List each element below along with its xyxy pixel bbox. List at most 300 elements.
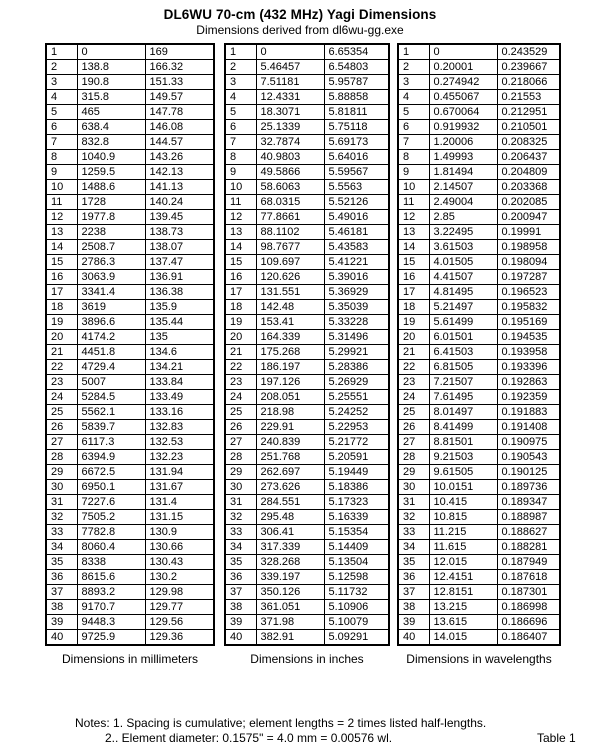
element-number-cell: 32 (398, 510, 429, 525)
inches-caption: Dimensions in inches (250, 652, 364, 666)
spacing-cell: 3.22495 (429, 225, 497, 240)
table-row (398, 195, 560, 210)
table-row (398, 570, 560, 585)
spacing-cell: 5.61499 (429, 315, 497, 330)
spacing-cell: 11.215 (429, 525, 497, 540)
spacing-cell: 2238 (77, 225, 145, 240)
millimeters-table-section (45, 43, 215, 666)
spacing-cell: 0.20001 (429, 60, 497, 75)
element-number-cell: 17 (46, 285, 77, 300)
element-number-cell: 15 (46, 255, 77, 270)
element-number-cell: 7 (398, 135, 429, 150)
element-number-cell: 10 (46, 180, 77, 195)
spacing-cell: 6950.1 (77, 480, 145, 495)
spacing-cell: 4174.2 (77, 330, 145, 345)
table-row (46, 390, 214, 405)
spacing-cell: 9725.9 (77, 630, 145, 646)
element-number-cell: 2 (46, 60, 77, 75)
half-length-cell: 144.57 (145, 135, 214, 150)
element-number-cell: 18 (46, 300, 77, 315)
spacing-cell: 240.839 (256, 435, 324, 450)
wavelengths-caption: Dimensions in wavelengths (406, 652, 552, 666)
element-number-cell: 27 (398, 435, 429, 450)
half-length-cell: 0.198958 (497, 240, 560, 255)
spacing-cell: 3619 (77, 300, 145, 315)
element-number-cell: 13 (225, 225, 256, 240)
half-length-cell: 5.10079 (324, 615, 389, 630)
element-number-cell: 28 (46, 450, 77, 465)
spacing-cell: 8.01497 (429, 405, 497, 420)
element-number-cell: 7 (46, 135, 77, 150)
element-number-cell: 27 (225, 435, 256, 450)
half-length-cell: 5.95787 (324, 75, 389, 90)
half-length-cell: 138.07 (145, 240, 214, 255)
table-row (46, 300, 214, 315)
element-number-cell: 8 (398, 150, 429, 165)
element-number-cell: 40 (46, 630, 77, 646)
table-row (398, 105, 560, 120)
half-length-cell: 131.4 (145, 495, 214, 510)
table-row (46, 450, 214, 465)
table-row (46, 270, 214, 285)
element-number-cell: 5 (225, 105, 256, 120)
spacing-cell: 197.126 (256, 375, 324, 390)
table-row (46, 135, 214, 150)
element-number-cell: 21 (225, 345, 256, 360)
table-row (398, 450, 560, 465)
element-number-cell: 7 (225, 135, 256, 150)
half-length-cell: 0.200947 (497, 210, 560, 225)
spacing-cell: 7.21507 (429, 375, 497, 390)
element-number-cell: 39 (398, 615, 429, 630)
element-number-cell: 38 (46, 600, 77, 615)
half-length-cell: 146.08 (145, 120, 214, 135)
table-row (225, 615, 389, 630)
half-length-cell: 0.192863 (497, 375, 560, 390)
element-number-cell: 12 (46, 210, 77, 225)
table-row (398, 150, 560, 165)
element-number-cell: 4 (398, 90, 429, 105)
half-length-cell: 143.26 (145, 150, 214, 165)
element-number-cell: 15 (398, 255, 429, 270)
table-row (46, 600, 214, 615)
element-number-cell: 2 (225, 60, 256, 75)
spacing-cell: 8615.6 (77, 570, 145, 585)
half-length-cell: 0.208325 (497, 135, 560, 150)
table-row (225, 465, 389, 480)
half-length-cell: 0.188627 (497, 525, 560, 540)
spacing-cell: 382.91 (256, 630, 324, 646)
spacing-cell: 317.339 (256, 540, 324, 555)
half-length-cell: 0.189347 (497, 495, 560, 510)
spacing-cell: 9448.3 (77, 615, 145, 630)
table-row (225, 420, 389, 435)
half-length-cell: 5.41221 (324, 255, 389, 270)
table-row (398, 90, 560, 105)
spacing-cell: 12.015 (429, 555, 497, 570)
spacing-cell: 5284.5 (77, 390, 145, 405)
spacing-cell: 3063.9 (77, 270, 145, 285)
element-number-cell: 4 (46, 90, 77, 105)
spacing-cell: 0 (429, 44, 497, 60)
table-row (225, 300, 389, 315)
element-number-cell: 31 (46, 495, 77, 510)
half-length-cell: 132.83 (145, 420, 214, 435)
element-number-cell: 32 (46, 510, 77, 525)
spacing-cell: 7.51181 (256, 75, 324, 90)
spacing-cell: 109.697 (256, 255, 324, 270)
spacing-cell: 190.8 (77, 75, 145, 90)
element-number-cell: 22 (225, 360, 256, 375)
element-number-cell: 39 (46, 615, 77, 630)
wavelengths-table (397, 43, 561, 646)
half-length-cell: 0.190975 (497, 435, 560, 450)
spacing-cell: 13.615 (429, 615, 497, 630)
half-length-cell: 5.10906 (324, 600, 389, 615)
table-row (225, 255, 389, 270)
table-row (398, 315, 560, 330)
spacing-cell: 2786.3 (77, 255, 145, 270)
element-number-cell: 6 (225, 120, 256, 135)
element-number-cell: 18 (225, 300, 256, 315)
element-number-cell: 4 (225, 90, 256, 105)
table-row (46, 345, 214, 360)
table-row (398, 555, 560, 570)
table-row (46, 210, 214, 225)
half-length-cell: 0.212951 (497, 105, 560, 120)
table-row (225, 630, 389, 646)
table-row (46, 615, 214, 630)
table-row (46, 60, 214, 75)
element-number-cell: 1 (398, 44, 429, 60)
spacing-cell: 262.697 (256, 465, 324, 480)
half-length-cell: 5.88858 (324, 90, 389, 105)
table-row (225, 165, 389, 180)
half-length-cell: 149.57 (145, 90, 214, 105)
table-row (398, 75, 560, 90)
spacing-cell: 5839.7 (77, 420, 145, 435)
table-row (46, 150, 214, 165)
element-number-cell: 33 (46, 525, 77, 540)
element-number-cell: 28 (225, 450, 256, 465)
half-length-cell: 0.210501 (497, 120, 560, 135)
spacing-cell: 32.7874 (256, 135, 324, 150)
spacing-cell: 1040.9 (77, 150, 145, 165)
half-length-cell: 0.197287 (497, 270, 560, 285)
spacing-cell: 164.339 (256, 330, 324, 345)
table-row (398, 630, 560, 646)
element-number-cell: 20 (398, 330, 429, 345)
table-row (398, 240, 560, 255)
spacing-cell: 0.274942 (429, 75, 497, 90)
spacing-cell: 0 (77, 44, 145, 60)
table-row (398, 435, 560, 450)
spacing-cell: 186.197 (256, 360, 324, 375)
spacing-cell: 638.4 (77, 120, 145, 135)
table-row (398, 375, 560, 390)
table-row (225, 450, 389, 465)
element-number-cell: 25 (46, 405, 77, 420)
half-length-cell: 133.84 (145, 375, 214, 390)
table-row (225, 525, 389, 540)
table-row (398, 270, 560, 285)
half-length-cell: 5.26929 (324, 375, 389, 390)
element-number-cell: 33 (398, 525, 429, 540)
spacing-cell: 11.615 (429, 540, 497, 555)
element-number-cell: 22 (398, 360, 429, 375)
element-number-cell: 37 (225, 585, 256, 600)
element-number-cell: 5 (398, 105, 429, 120)
spacing-cell: 0.670064 (429, 105, 497, 120)
element-number-cell: 16 (398, 270, 429, 285)
spacing-cell: 1.20006 (429, 135, 497, 150)
element-number-cell: 10 (225, 180, 256, 195)
element-number-cell: 30 (225, 480, 256, 495)
spacing-cell: 8893.2 (77, 585, 145, 600)
table-row (225, 135, 389, 150)
spacing-cell: 10.0151 (429, 480, 497, 495)
half-length-cell: 5.16339 (324, 510, 389, 525)
table-row (46, 285, 214, 300)
spacing-cell: 14.015 (429, 630, 497, 646)
element-number-cell: 17 (398, 285, 429, 300)
element-number-cell: 20 (225, 330, 256, 345)
table-row (46, 480, 214, 495)
element-number-cell: 17 (225, 285, 256, 300)
element-number-cell: 13 (398, 225, 429, 240)
half-length-cell: 129.77 (145, 600, 214, 615)
table-row (46, 225, 214, 240)
half-length-cell: 135 (145, 330, 214, 345)
half-length-cell: 5.13504 (324, 555, 389, 570)
table-row (398, 465, 560, 480)
element-number-cell: 23 (225, 375, 256, 390)
element-number-cell: 40 (398, 630, 429, 646)
half-length-cell: 130.9 (145, 525, 214, 540)
element-number-cell: 3 (225, 75, 256, 90)
element-number-cell: 13 (46, 225, 77, 240)
spacing-cell: 6672.5 (77, 465, 145, 480)
spacing-cell: 273.626 (256, 480, 324, 495)
table-row (46, 195, 214, 210)
spacing-cell: 3.61503 (429, 240, 497, 255)
element-number-cell: 36 (46, 570, 77, 585)
table-row (398, 510, 560, 525)
table-row (398, 255, 560, 270)
spacing-cell: 58.6063 (256, 180, 324, 195)
half-length-cell: 5.18386 (324, 480, 389, 495)
spacing-cell: 6117.3 (77, 435, 145, 450)
half-length-cell: 5.15354 (324, 525, 389, 540)
half-length-cell: 0.239667 (497, 60, 560, 75)
spacing-cell: 229.91 (256, 420, 324, 435)
element-number-cell: 11 (398, 195, 429, 210)
spacing-cell: 5562.1 (77, 405, 145, 420)
half-length-cell: 129.36 (145, 630, 214, 646)
table-row (46, 180, 214, 195)
table-row (225, 270, 389, 285)
half-length-cell: 129.56 (145, 615, 214, 630)
element-number-cell: 19 (225, 315, 256, 330)
element-number-cell: 34 (46, 540, 77, 555)
table-row (46, 420, 214, 435)
half-length-cell: 133.49 (145, 390, 214, 405)
half-length-cell: 5.11732 (324, 585, 389, 600)
element-number-cell: 24 (398, 390, 429, 405)
spacing-cell: 832.8 (77, 135, 145, 150)
half-length-cell: 0.204809 (497, 165, 560, 180)
half-length-cell: 136.91 (145, 270, 214, 285)
table-row (398, 300, 560, 315)
table-row (46, 465, 214, 480)
table-row (398, 420, 560, 435)
table-row (46, 90, 214, 105)
element-number-cell: 32 (225, 510, 256, 525)
table-row (225, 330, 389, 345)
table-row (225, 285, 389, 300)
half-length-cell: 0.193396 (497, 360, 560, 375)
element-number-cell: 6 (398, 120, 429, 135)
table-row (225, 180, 389, 195)
spacing-cell: 10.415 (429, 495, 497, 510)
spacing-cell: 12.4331 (256, 90, 324, 105)
half-length-cell: 137.47 (145, 255, 214, 270)
spacing-cell: 49.5866 (256, 165, 324, 180)
element-number-cell: 28 (398, 450, 429, 465)
spacing-cell: 1.81494 (429, 165, 497, 180)
half-length-cell: 151.33 (145, 75, 214, 90)
spacing-cell: 8.41499 (429, 420, 497, 435)
half-length-cell: 0.190125 (497, 465, 560, 480)
table-row (225, 150, 389, 165)
element-number-cell: 38 (225, 600, 256, 615)
element-number-cell: 5 (46, 105, 77, 120)
element-number-cell: 14 (46, 240, 77, 255)
element-number-cell: 34 (398, 540, 429, 555)
half-length-cell: 132.23 (145, 450, 214, 465)
half-length-cell: 0.187949 (497, 555, 560, 570)
table-row (398, 135, 560, 150)
half-length-cell: 5.39016 (324, 270, 389, 285)
element-number-cell: 35 (398, 555, 429, 570)
table-row (398, 330, 560, 345)
inches-table (224, 43, 390, 646)
element-number-cell: 33 (225, 525, 256, 540)
half-length-cell: 0.202085 (497, 195, 560, 210)
element-number-cell: 29 (398, 465, 429, 480)
spacing-cell: 339.197 (256, 570, 324, 585)
half-length-cell: 0.243529 (497, 44, 560, 60)
half-length-cell: 135.44 (145, 315, 214, 330)
spacing-cell: 3896.6 (77, 315, 145, 330)
spacing-cell: 5.46457 (256, 60, 324, 75)
half-length-cell: 6.65354 (324, 44, 389, 60)
table-row (46, 525, 214, 540)
element-number-cell: 22 (46, 360, 77, 375)
element-number-cell: 31 (398, 495, 429, 510)
spacing-cell: 7227.6 (77, 495, 145, 510)
element-number-cell: 37 (46, 585, 77, 600)
spacing-cell: 1728 (77, 195, 145, 210)
table-row (398, 480, 560, 495)
table-row (225, 585, 389, 600)
half-length-cell: 140.24 (145, 195, 214, 210)
table-row (225, 360, 389, 375)
spacing-cell: 10.815 (429, 510, 497, 525)
element-number-cell: 24 (46, 390, 77, 405)
table-row (398, 44, 560, 60)
element-number-cell: 23 (398, 375, 429, 390)
table-row (46, 630, 214, 646)
element-number-cell: 26 (225, 420, 256, 435)
spacing-cell: 315.8 (77, 90, 145, 105)
spacing-cell: 208.051 (256, 390, 324, 405)
half-length-cell: 5.09291 (324, 630, 389, 646)
half-length-cell: 138.73 (145, 225, 214, 240)
spacing-cell: 0.455067 (429, 90, 497, 105)
half-length-cell: 142.13 (145, 165, 214, 180)
half-length-cell: 0.191883 (497, 405, 560, 420)
half-length-cell: 134.6 (145, 345, 214, 360)
element-number-cell: 3 (46, 75, 77, 90)
half-length-cell: 0.186998 (497, 600, 560, 615)
half-length-cell: 136.38 (145, 285, 214, 300)
table-row (398, 345, 560, 360)
spacing-cell: 120.626 (256, 270, 324, 285)
element-number-cell: 8 (46, 150, 77, 165)
half-length-cell: 0.186696 (497, 615, 560, 630)
page-title: DL6WU 70-cm (432 MHz) Yagi Dimensions (163, 7, 437, 22)
half-length-cell: 5.46181 (324, 225, 389, 240)
table-row (398, 120, 560, 135)
tables-row (45, 43, 561, 666)
half-length-cell: 5.35039 (324, 300, 389, 315)
element-number-cell: 16 (225, 270, 256, 285)
spacing-cell: 12.8151 (429, 585, 497, 600)
half-length-cell: 5.25551 (324, 390, 389, 405)
element-number-cell: 31 (225, 495, 256, 510)
half-length-cell: 0.21553 (497, 90, 560, 105)
table-row (46, 585, 214, 600)
spacing-cell: 6.41503 (429, 345, 497, 360)
spacing-cell: 40.9803 (256, 150, 324, 165)
element-number-cell: 3 (398, 75, 429, 90)
spacing-cell: 1488.6 (77, 180, 145, 195)
element-number-cell: 9 (46, 165, 77, 180)
spacing-cell: 0 (256, 44, 324, 60)
element-number-cell: 35 (46, 555, 77, 570)
spacing-cell: 251.768 (256, 450, 324, 465)
spacing-cell: 306.41 (256, 525, 324, 540)
table-row (46, 105, 214, 120)
table-row (398, 495, 560, 510)
element-number-cell: 14 (225, 240, 256, 255)
half-length-cell: 130.2 (145, 570, 214, 585)
spacing-cell: 1259.5 (77, 165, 145, 180)
element-number-cell: 24 (225, 390, 256, 405)
half-length-cell: 5.75118 (324, 120, 389, 135)
table-row (46, 120, 214, 135)
spacing-cell: 4729.4 (77, 360, 145, 375)
table-row (225, 600, 389, 615)
spacing-cell: 284.551 (256, 495, 324, 510)
table-row (225, 225, 389, 240)
table-row (398, 405, 560, 420)
half-length-cell: 0.192359 (497, 390, 560, 405)
half-length-cell: 5.29921 (324, 345, 389, 360)
table-row (225, 44, 389, 60)
spacing-cell: 98.7677 (256, 240, 324, 255)
